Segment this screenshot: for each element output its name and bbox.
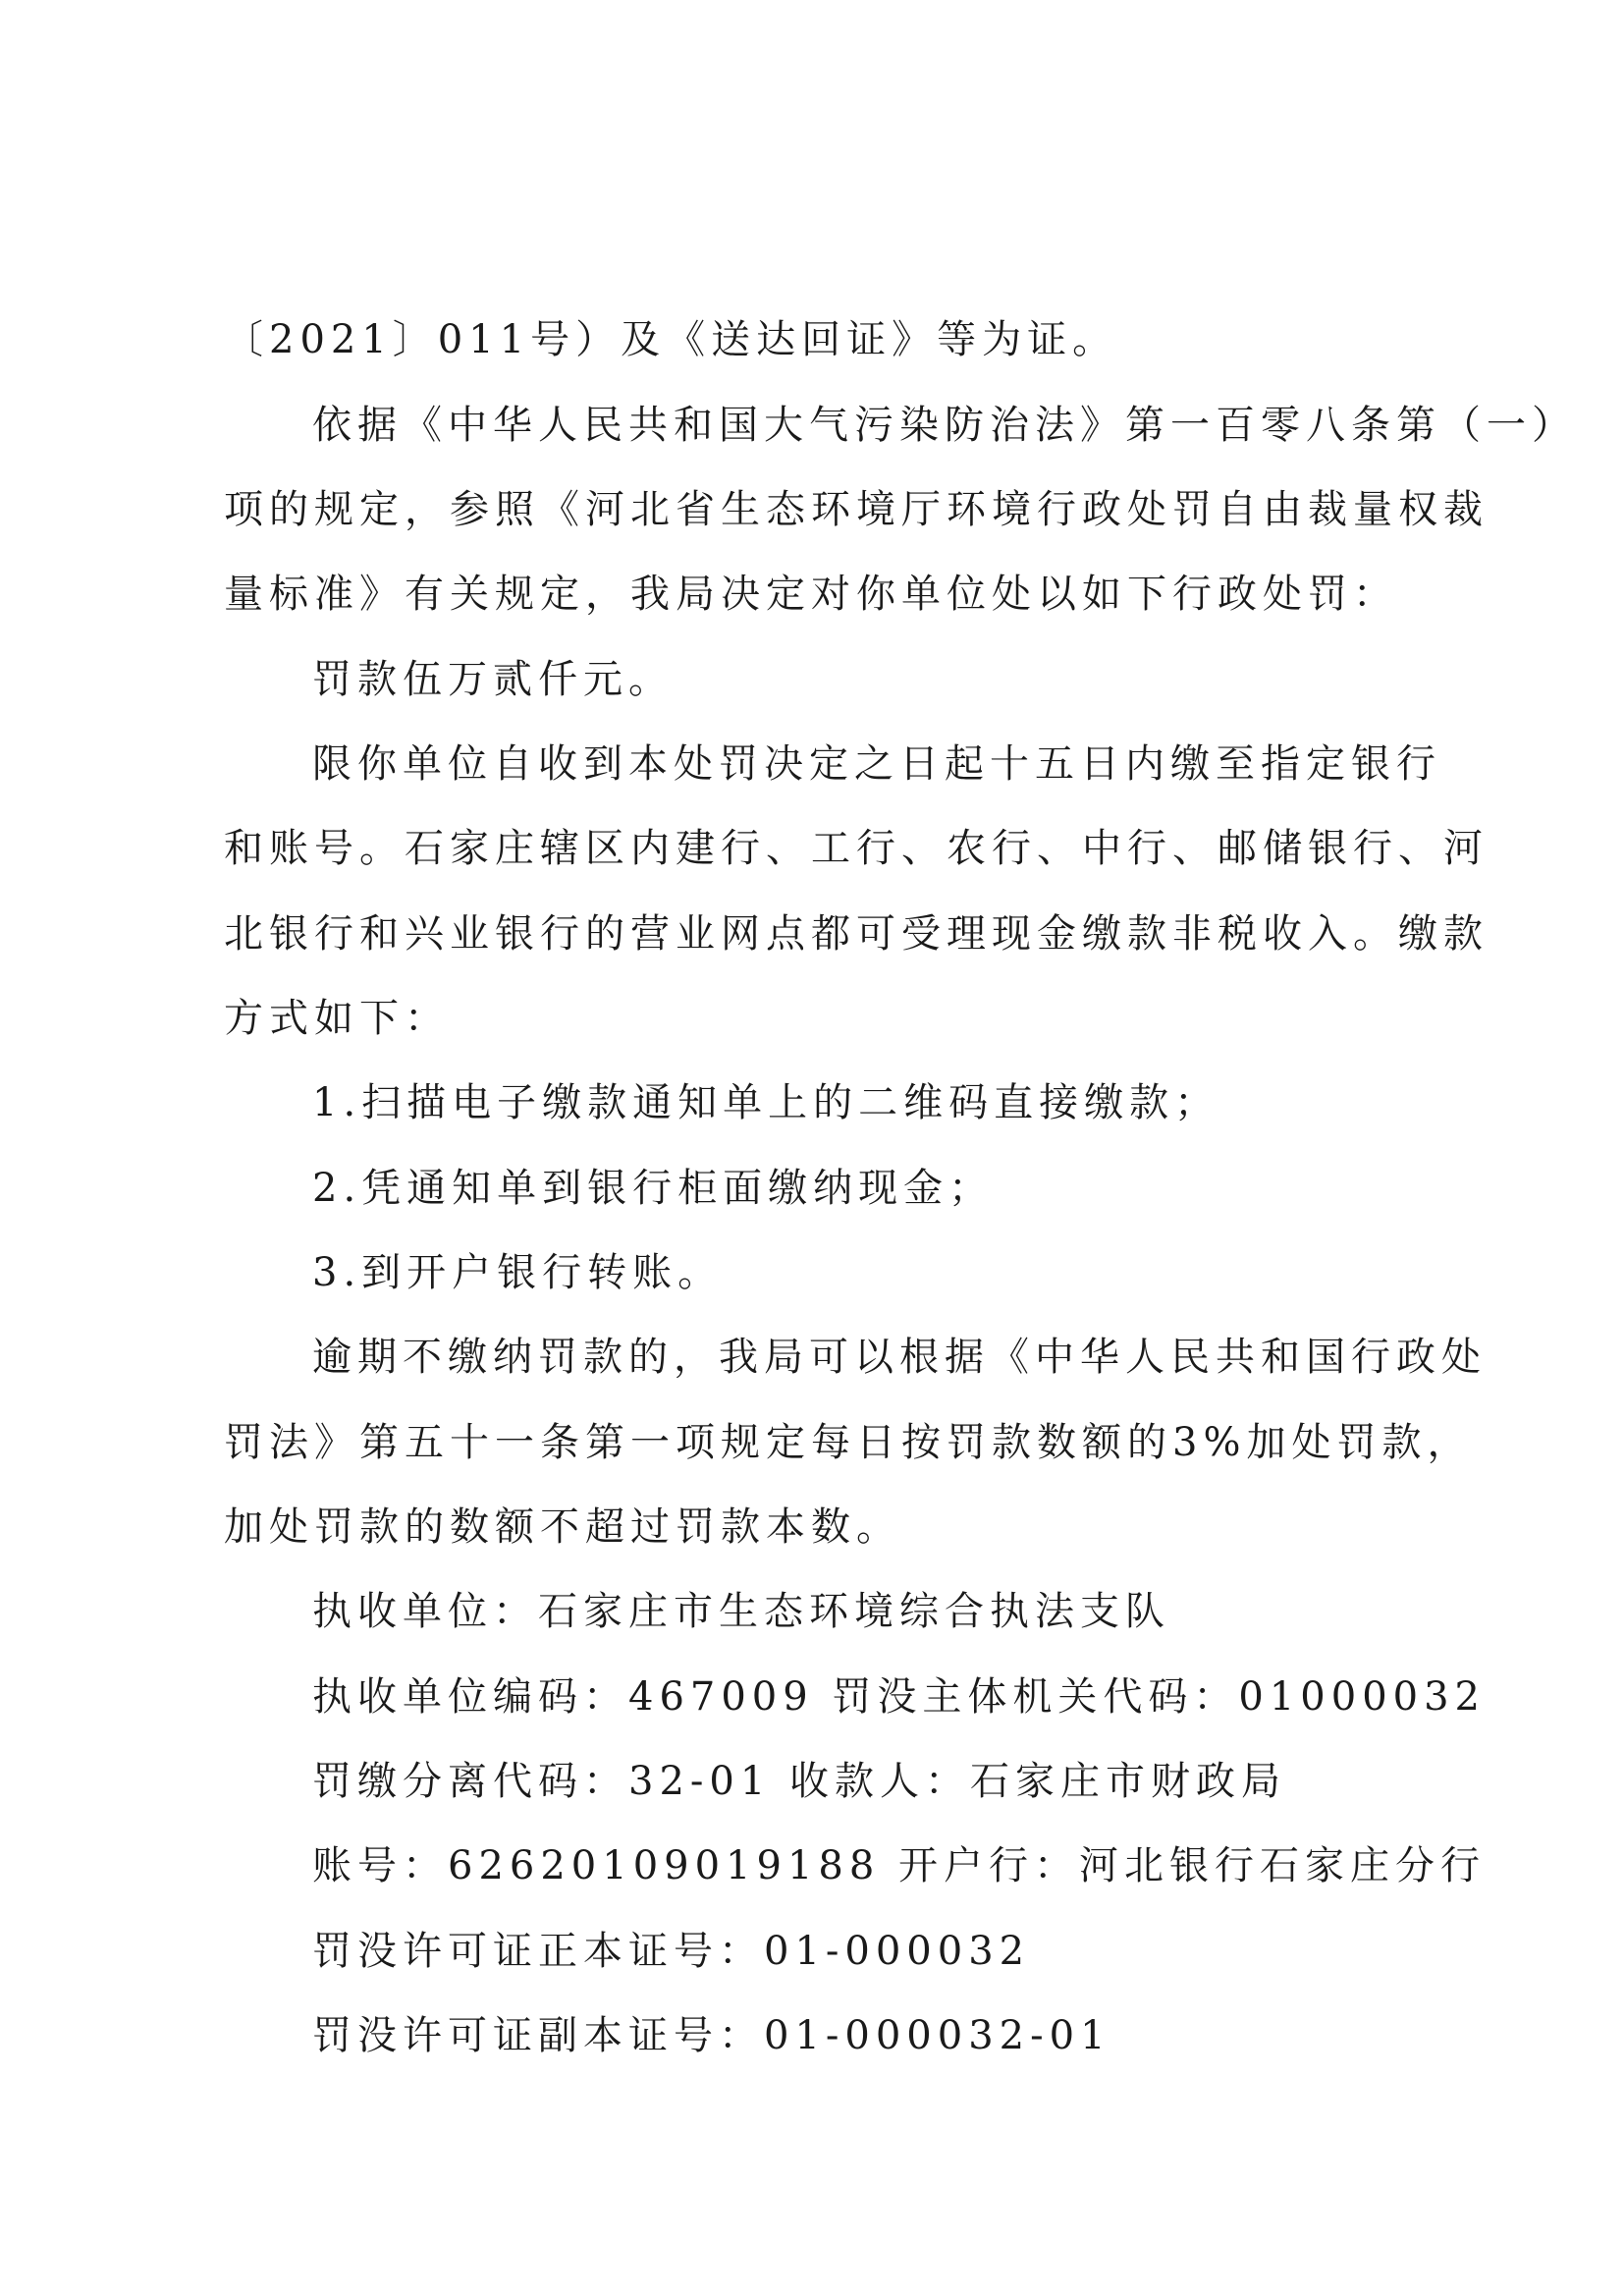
- text-line-license-original: 罚没许可证正本证号：01-000032: [312, 1929, 1031, 1974]
- text-line-payment-methods-heading: 方式如下：: [224, 996, 450, 1041]
- text-line-legal-basis: 量标准》有关规定，我局决定对你单位处以如下行政处罚：: [224, 572, 1398, 617]
- text-line-payment-deadline: 限你单位自收到本处罚决定之日起十五日内缴至指定银行: [312, 741, 1441, 787]
- text-line-payment-method-1: 1.扫描电子缴款通知单上的二维码直接缴款；: [312, 1080, 1220, 1125]
- text-line-separation-code-payee: 罚缴分离代码：32-01 收款人：石家庄市财政局: [312, 1759, 1287, 1804]
- text-line-payment-banks: 和账号。石家庄辖区内建行、工行、农行、中行、邮储银行、河: [224, 826, 1489, 871]
- text-line-late-payment: 加处罚款的数额不超过罚款本数。: [224, 1504, 901, 1550]
- text-line-legal-basis: 项的规定，参照《河北省生态环境厅环境行政处罚自由裁量权裁: [224, 487, 1489, 532]
- text-line-penalty-amount: 罚款伍万贰仟元。: [312, 657, 674, 702]
- text-line-case-reference: 〔2021〕011号）及《送达回证》等为证。: [224, 317, 1118, 362]
- text-line-payment-banks: 北银行和兴业银行的营业网点都可受理现金缴款非税收入。缴款: [224, 911, 1489, 957]
- text-line-legal-basis: 依据《中华人民共和国大气污染防治法》第一百零八条第（一）: [312, 403, 1577, 448]
- text-line-late-payment: 罚法》第五十一条第一项规定每日按罚款数额的3%加处罚款，: [224, 1420, 1473, 1465]
- text-line-payment-method-3: 3.到开户银行转账。: [312, 1250, 724, 1295]
- text-line-payment-method-2: 2.凭通知单到银行柜面缴纳现金；: [312, 1166, 995, 1211]
- text-line-license-copy: 罚没许可证副本证号：01-000032-01: [312, 2013, 1111, 2058]
- text-line-late-payment: 逾期不缴纳罚款的，我局可以根据《中华人民共和国行政处: [312, 1335, 1487, 1380]
- text-line-collecting-unit: 执收单位：石家庄市生态环境综合执法支队: [312, 1589, 1170, 1634]
- text-line-unit-codes: 执收单位编码：467009 罚没主体机关代码：01000032: [312, 1674, 1487, 1720]
- text-line-account-bank: 账号：62620109019188 开户行：河北银行石家庄分行: [312, 1843, 1487, 1888]
